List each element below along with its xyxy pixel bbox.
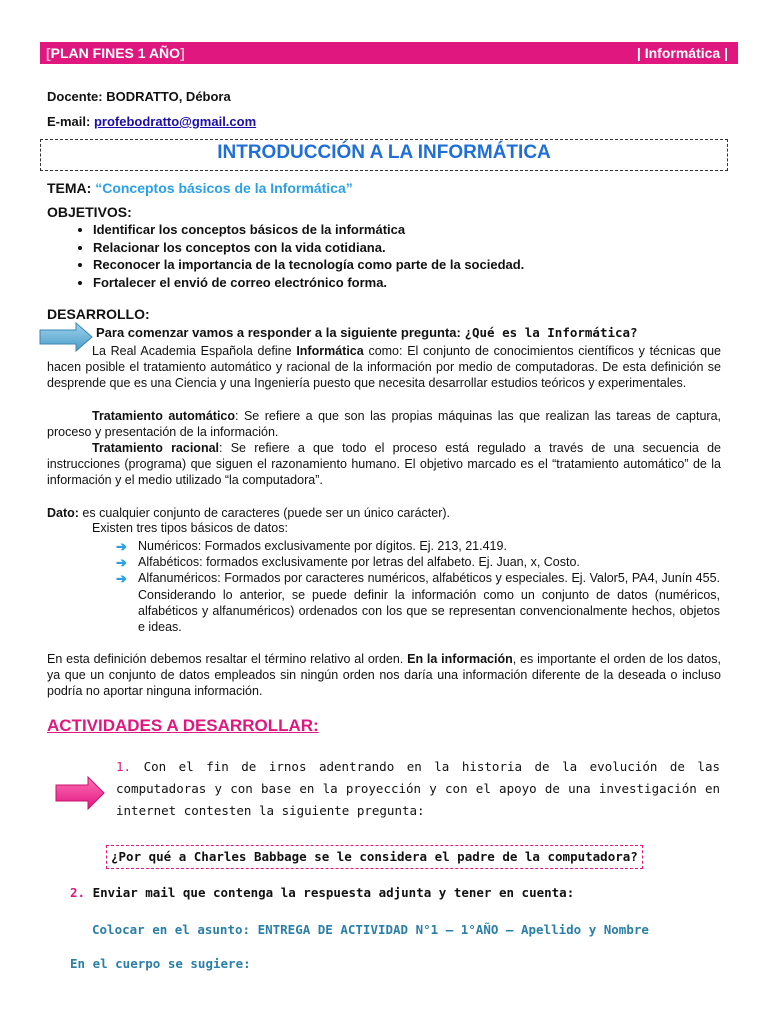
dato-paragraph: Dato: es cualquier conjunto de caracteres (puede ser un único carácter). xyxy=(47,506,450,520)
email-line: E-mail: profebodratto@gmail.com xyxy=(47,114,257,129)
docente-line: Docente: BODRATTO, Débora xyxy=(47,89,231,104)
tratamiento-racional-paragraph: Tratamiento racional: Se refiere a que todo el proceso está regulado a través de una secuencia de instrucciones (programa) que siguen el razonamiento humano. El objetivo marcado es el “tratamiento automático” de la información y el medio utilizado “la computadora”. xyxy=(47,441,722,488)
arrow-right-icon xyxy=(54,776,106,810)
title-box xyxy=(40,139,728,171)
actividad-1: 1. Con el fin de irnos adentrando en la historia de la evolución de las computadoras y con base en la proyección y con el apoyo de una investigación en internet contesten la siguiente pregunta: xyxy=(116,759,721,818)
tratamiento-automatico-paragraph: Tratamiento automático: Se refiere a que son las propias máquinas las que realizan las tareas de captura, proceso y presentación de la información. xyxy=(47,409,721,440)
list-item: • Identificar los conceptos básicos de la informática xyxy=(93,221,713,239)
intro-question: Para comenzar vamos a responder a la siguiente pregunta: ¿Qué es la Informática? xyxy=(96,325,638,340)
header-subject: | Informática | xyxy=(636,45,728,61)
arrow-bullet-icon: ➔ xyxy=(116,555,127,571)
babbage-question-box: ¿Por qué a Charles Babbage se le considera el padre de la computadora? xyxy=(106,845,643,869)
tema-value: “Conceptos básicos de la Informática” xyxy=(95,180,353,196)
email-link[interactable]: profebodratto@gmail.com xyxy=(93,114,257,129)
list-item: • Fortalecer el envió de correo electrónico forma. xyxy=(93,274,713,292)
tipos-list xyxy=(116,538,720,635)
tipos-intro: Existen tres tipos básicos de datos: xyxy=(92,521,288,535)
arrow-bullet-icon: ➔ xyxy=(116,539,127,554)
list-item: ➔ Alfabéticos: formados exclusivamente por letras del alfabeto. Ej. Juan, x, Costo. xyxy=(116,555,580,571)
list-item: • Relacionar los conceptos con la vida cotidiana. xyxy=(93,239,713,257)
objetivos-list xyxy=(70,221,713,291)
definition-paragraph: La Real Academia Española define Informática como: El conjunto de conocimientos científicos y técnicas que hacen posible el tratamiento automático y racional de la información por medio de computadoras. De esta definición se desprende que es una Ciencia y una Ingeniería puesto que necesita desarrollar estudios teóricos y experimentales. xyxy=(47,344,722,391)
list-item: ➔ Numéricos: Formados exclusivamente por dígitos. Ej. 213, 21.419. xyxy=(116,539,507,554)
objetivos-heading: OBJETIVOS: xyxy=(47,204,132,220)
cuerpo-line: En el cuerpo se sugiere: xyxy=(70,956,251,971)
desarrollo-heading: DESARROLLO: xyxy=(47,306,150,322)
asunto-line: Colocar en el asunto: ENTREGA DE ACTIVIDAD N°1 – 1°AÑO – Apellido y Nombre xyxy=(92,922,649,937)
header-bar xyxy=(40,42,738,64)
page-title: INTRODUCCIÓN A LA INFORMÁTICA xyxy=(217,142,551,163)
list-item: ➔ Alfanuméricos: Formados por caracteres numéricos, alfabéticos y especiales. Ej. Valor5, PA4, Junín 455. Considerando lo anterior, se puede definir la información como un conjunto de datos (numéricos, alfabéticos y alfanuméricos) ordenados con los que se representan convencionalmente hechos, objetos e ideas. xyxy=(116,571,720,635)
list-item: • Reconocer la importancia de la tecnología como parte de la sociedad. xyxy=(93,256,713,274)
tema-line: TEMA: “Conceptos básicos de la Informática” xyxy=(47,180,353,196)
actividad-2: 2. Enviar mail que contenga la respuesta adjunta y tener en cuenta: xyxy=(70,885,575,900)
arrow-bullet-icon: ➔ xyxy=(116,571,127,587)
header-course: [PLAN FINES 1 AÑO] xyxy=(46,45,185,61)
orden-paragraph: En esta definición debemos resaltar el término relativo al orden. En la información, es importante el orden de los datos, ya que un conjunto de datos empleados sin ningún orden nos daría una información diferente de la deseada o incluso podría no aportar ninguna información. xyxy=(47,652,721,699)
actividades-heading: ACTIVIDADES A DESARROLLAR: xyxy=(47,716,319,735)
